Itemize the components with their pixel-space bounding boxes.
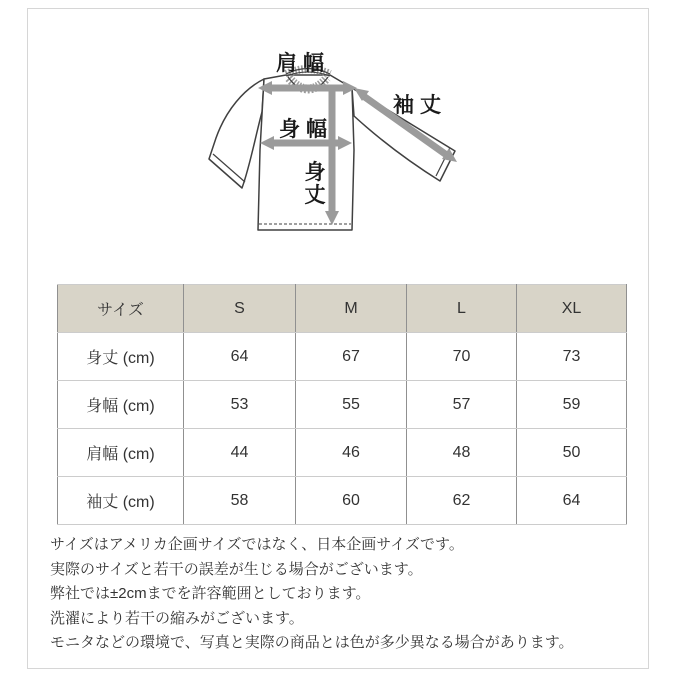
cell-value: 57 <box>407 381 517 429</box>
shoulder-width-label: 肩幅 <box>276 52 330 75</box>
note-line: 実際のサイズと若干の誤差が生じる場合がございます。 <box>50 560 423 578</box>
row-label: 身丈 (cm) <box>58 333 184 381</box>
cell-value: 53 <box>184 381 296 429</box>
table-row-body-length <box>58 333 627 381</box>
cell-value: 73 <box>517 333 627 381</box>
cell-value: 46 <box>296 429 407 477</box>
row-label: 身幅 (cm) <box>58 381 184 429</box>
note-line: サイズはアメリカ企画サイズではなく、日本企画サイズです。 <box>50 536 464 553</box>
body-length-label-char1: 身 <box>304 161 326 184</box>
garment-measurement-diagram <box>0 0 680 260</box>
note-line: モニタなどの環境で、写真と実際の商品とは色が多少異なる場合があります。 <box>50 634 574 652</box>
cell-value: 67 <box>296 333 407 381</box>
body-length-label-char2: 丈 <box>304 184 326 207</box>
shirt-left-sleeve <box>209 79 264 188</box>
cell-value: 50 <box>517 429 627 477</box>
cell-value: 70 <box>407 333 517 381</box>
cell-value: 59 <box>517 381 627 429</box>
note-line: 弊社では±2cmまでを許容範囲としております。 <box>50 585 371 603</box>
cell-value: 48 <box>407 429 517 477</box>
cell-value: 64 <box>184 333 296 381</box>
size-table <box>57 284 627 525</box>
cell-value: 64 <box>517 477 627 525</box>
row-label: 肩幅 (cm) <box>58 429 184 477</box>
body-width-label: 身幅 <box>279 118 333 141</box>
size-l-header: L <box>407 285 517 333</box>
cell-value: 44 <box>184 429 296 477</box>
size-col-header: サイズ <box>58 285 184 333</box>
cell-value: 62 <box>407 477 517 525</box>
row-label: 袖丈 (cm) <box>58 477 184 525</box>
size-notes <box>50 533 640 656</box>
size-xl-header: XL <box>517 285 627 333</box>
size-s-header: S <box>184 285 296 333</box>
shirt-diagram-svg <box>0 0 680 260</box>
table-row-sleeve-length <box>58 477 627 525</box>
cell-value: 55 <box>296 381 407 429</box>
table-row-body-width <box>58 381 627 429</box>
cell-value: 60 <box>296 477 407 525</box>
size-m-header: M <box>296 285 407 333</box>
sleeve-length-label: 袖丈 <box>393 94 447 117</box>
note-line: 洗濯により若干の縮みがございます。 <box>50 609 304 627</box>
cell-value: 58 <box>184 477 296 525</box>
table-row-shoulder-width <box>58 429 627 477</box>
size-table-header-row <box>58 285 627 333</box>
